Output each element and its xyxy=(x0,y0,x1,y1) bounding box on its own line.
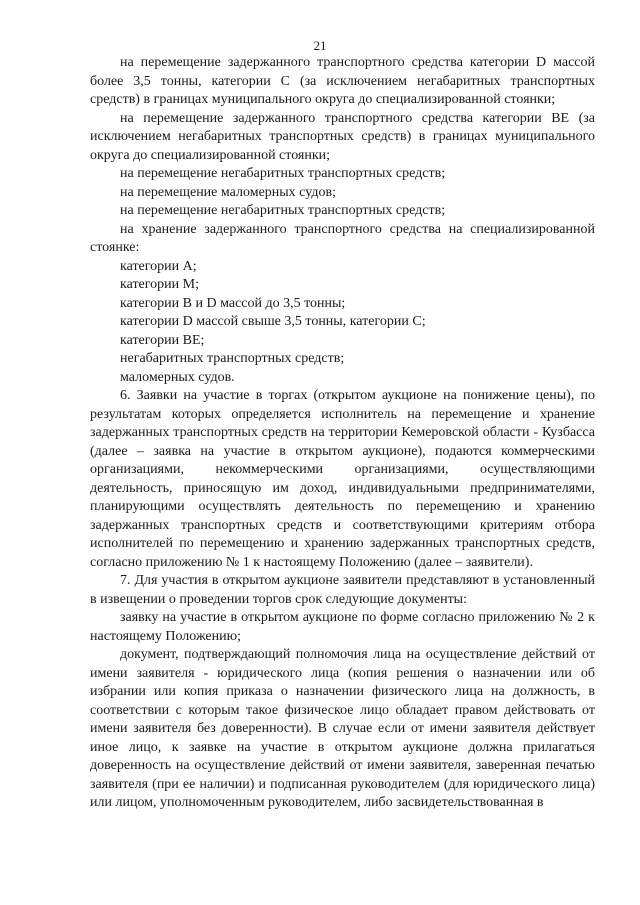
paragraph: категории BE; xyxy=(120,332,205,348)
paragraph: документ, подтверждающий полномочия лица на осуществление действий от имени заявителя - юридического лица (копия решения о назначении или об избрании или копия приказа о назначении физического лица на должность, в соответствии с которым такое физическое лицо обладает правом действовать от имени заявителя без доверенности). В случае если от имени заявителя действует иное лицо, к заявке на участие в открытом аукционе должна прилагаться доверенность на осуществление действий от имени заявителя, заверенная печатью заявителя (при ее наличии) и подписанная руководителем (для юридического лица) или лицом, уполномоченным руководителем, либо засвидетельствованная в xyxy=(90,647,595,810)
paragraph: на хранение задержанного транспортного средства на специализированной стоянке: xyxy=(90,221,595,255)
paragraph: маломерных судов. xyxy=(120,369,235,385)
paragraph: заявку на участие в открытом аукционе по форме согласно приложению № 2 к настоящему Положению; xyxy=(90,610,595,644)
body-text xyxy=(90,54,595,813)
page-number: 21 xyxy=(313,38,327,53)
paragraph: на перемещение негабаритных транспортных средств; xyxy=(120,203,446,218)
paragraph: категории B и D массой до 3,5 тонны; xyxy=(120,295,346,311)
paragraph: на перемещение задержанного транспортного средства категории D массой более 3,5 тонны, категории C (за исключением негабаритных транспортных средств) в границах муниципального округа до специализированной стоянки; xyxy=(90,55,595,107)
paragraph: категории M; xyxy=(120,277,199,292)
paragraph: категории D массой свыше 3,5 тонны, категории C; xyxy=(120,314,426,329)
paragraph: негабаритных транспортных средств; xyxy=(120,351,345,366)
paragraph: категории A; xyxy=(120,258,197,274)
paragraph: на перемещение негабаритных транспортных средств; xyxy=(120,166,446,181)
paragraph: на перемещение задержанного транспортного средства категории BE (за исключением негабаритных транспортных средств) в границах муниципального округа до специализированной стоянки; xyxy=(90,110,595,163)
paragraph: 7. Для участия в открытом аукционе заявители представляют в установленный в извещении о проведении торгов срок следующие документы: xyxy=(90,573,595,607)
paragraph: на перемещение маломерных судов; xyxy=(120,184,336,200)
paragraph: 6. Заявки на участие в торгах (открытом аукционе на понижение цены), по результатам которых определяется исполнитель на перемещение и хранение задержанных транспортных средств на территории Кемеровской области - Кузбасса (далее – заявка на участие в открытом аукционе), подаются коммерческими организациями, некоммерческими организациями, осуществляющими деятельность, приносящую им доход, индивидуальными предпринимателями, планирующими осуществлять деятельность по перемещению и хранению задержанных транспортных средств и соответствующими критериям отбора исполнителей по перемещению и хранению задержанных транспортных средств, согласно приложению № 1 к настоящему Положению (далее – заявители). xyxy=(90,388,595,570)
